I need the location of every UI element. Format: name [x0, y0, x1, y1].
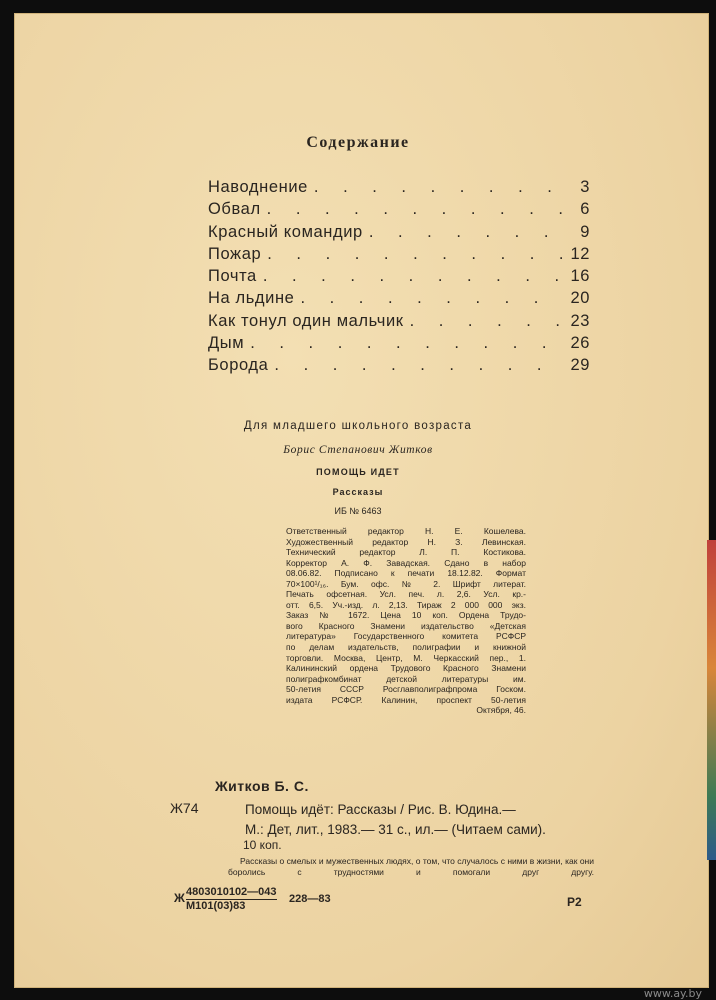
contents-item-title: Дым	[208, 334, 245, 353]
next-page-edge	[707, 540, 716, 860]
ib-number: ИБ № 6463	[334, 506, 382, 516]
credits-line: вого Красного Знамени издательство «Детская	[286, 620, 526, 631]
credits-line: торговли. Москва, Центр, М. Черкасский пер., 1.	[286, 652, 526, 663]
contents-item-page: 3	[580, 178, 590, 196]
contents-item	[208, 289, 590, 311]
contents-item	[208, 312, 590, 334]
contents-item	[208, 267, 590, 289]
catalog-author: Житков Б. С.	[215, 778, 309, 794]
genre-label: Рассказы	[332, 487, 384, 497]
contents-item	[208, 178, 590, 200]
contents-item-title: Пожар	[208, 244, 262, 263]
leader-dots	[369, 223, 566, 242]
contents-item-page: 20	[570, 289, 590, 308]
credits-line: 08.06.82. Подписано к печати 18.12.82. Формат	[286, 568, 526, 579]
credits-line: по делам издательств, полиграфии и книжной	[286, 642, 526, 653]
credits-line: Октября, 46.	[476, 705, 526, 716]
contents-item	[208, 200, 590, 222]
contents-item-title: Красный командир	[208, 222, 363, 241]
credits-line: 50-летия СССР Росглавполиграфпрома Госком.	[286, 684, 526, 695]
contents-item	[208, 334, 590, 356]
credits-line: Корректор А. Ф. Завадская. Сдано в набор	[286, 557, 526, 568]
contents-item-title: На льдине	[208, 289, 295, 308]
contents-item	[208, 223, 590, 245]
catalog-annotation: Рассказы о смелых и мужественных людях, о том, что случалось с ними в жизни, как они боролись с трудностями и помогали друг другу.	[228, 856, 594, 877]
author-full-name: Борис Степанович Житков	[283, 444, 433, 456]
credits-line: издата РСФСР. Калинин, проспект 50-летия	[286, 694, 526, 705]
leader-dots	[410, 312, 565, 331]
credits-line: Заказ № 1672. Цена 10 коп. Ордена Трудо-	[286, 610, 526, 621]
credits-line: Калининский ордена Трудового Красного Знамени	[286, 663, 526, 674]
contents-item-title: Обвал	[208, 200, 261, 219]
shelf-code: Р2	[567, 895, 582, 909]
contents-item-title: Почта	[208, 267, 257, 286]
leader-dots	[314, 178, 566, 197]
leader-dots	[267, 245, 564, 264]
catalog-description	[245, 800, 595, 840]
bbk-numerator: 4803010102—043	[186, 886, 277, 898]
bbk-fraction	[186, 886, 277, 913]
contents-item-page: 26	[570, 334, 590, 353]
contents-item-page: 9	[580, 222, 590, 241]
catalog-price: 10 коп.	[243, 838, 282, 852]
contents-title: Содержание	[306, 134, 410, 151]
contents-item	[208, 356, 590, 378]
contents-item-page: 23	[570, 311, 590, 330]
catalog-description-line: Помощь идёт: Рассказы / Рис. В. Юдина.—	[245, 802, 516, 817]
contents-item	[208, 245, 590, 267]
catalog-code: Ж74	[170, 800, 199, 816]
contents-item-title: Как тонул один мальчик	[208, 311, 404, 330]
leader-dots	[263, 267, 565, 286]
bbk-suffix: 228—83	[289, 893, 331, 905]
contents-item-page: 16	[570, 267, 590, 286]
credits-line: литература» Государственного комитета РСФСР	[286, 631, 526, 642]
contents-item-page: 29	[570, 356, 590, 375]
credits-line: Художественный редактор Н. З. Левинская.	[286, 536, 526, 547]
credits-line: 70×100¹/₁₆. Бум. офс. № 2. Шрифт литерат.	[286, 578, 526, 589]
credits-line: отт. 6,5. Уч.-изд. л. 2,13. Тираж 2 000 000 экз.	[286, 599, 526, 610]
book-page	[14, 13, 709, 988]
publication-credits	[286, 526, 526, 716]
leader-dots	[250, 334, 564, 353]
leader-dots	[274, 356, 564, 375]
contents-list	[208, 178, 590, 379]
catalog-description-line: М.: Дет, лит., 1983.— 31 с., ил.— (Читаем сами).	[245, 822, 546, 837]
bbk-letter: Ж	[174, 891, 185, 905]
book-title: ПОМОЩЬ ИДЕТ	[316, 467, 400, 477]
contents-item-page: 6	[580, 200, 590, 219]
leader-dots	[300, 289, 564, 308]
audience-note: Для младшего школьного возраста	[243, 420, 473, 432]
contents-item-title: Наводнение	[208, 178, 308, 196]
credits-line: полиграфкомбинат детской литературы им.	[286, 673, 526, 684]
bbk-denominator: М101(03)83	[186, 900, 246, 912]
contents-item-title: Борода	[208, 356, 269, 375]
credits-line: Печать офсетная. Усл. печ. л. 2,6. Усл. кр.-	[286, 589, 526, 600]
credits-line: Технический редактор Л. П. Костикова.	[286, 547, 526, 558]
leader-dots	[267, 200, 566, 219]
contents-item-page: 12	[570, 244, 590, 263]
watermark: www.ay.by	[643, 987, 702, 1000]
credits-line: Ответственный редактор Н. Е. Кошелева.	[286, 526, 526, 536]
